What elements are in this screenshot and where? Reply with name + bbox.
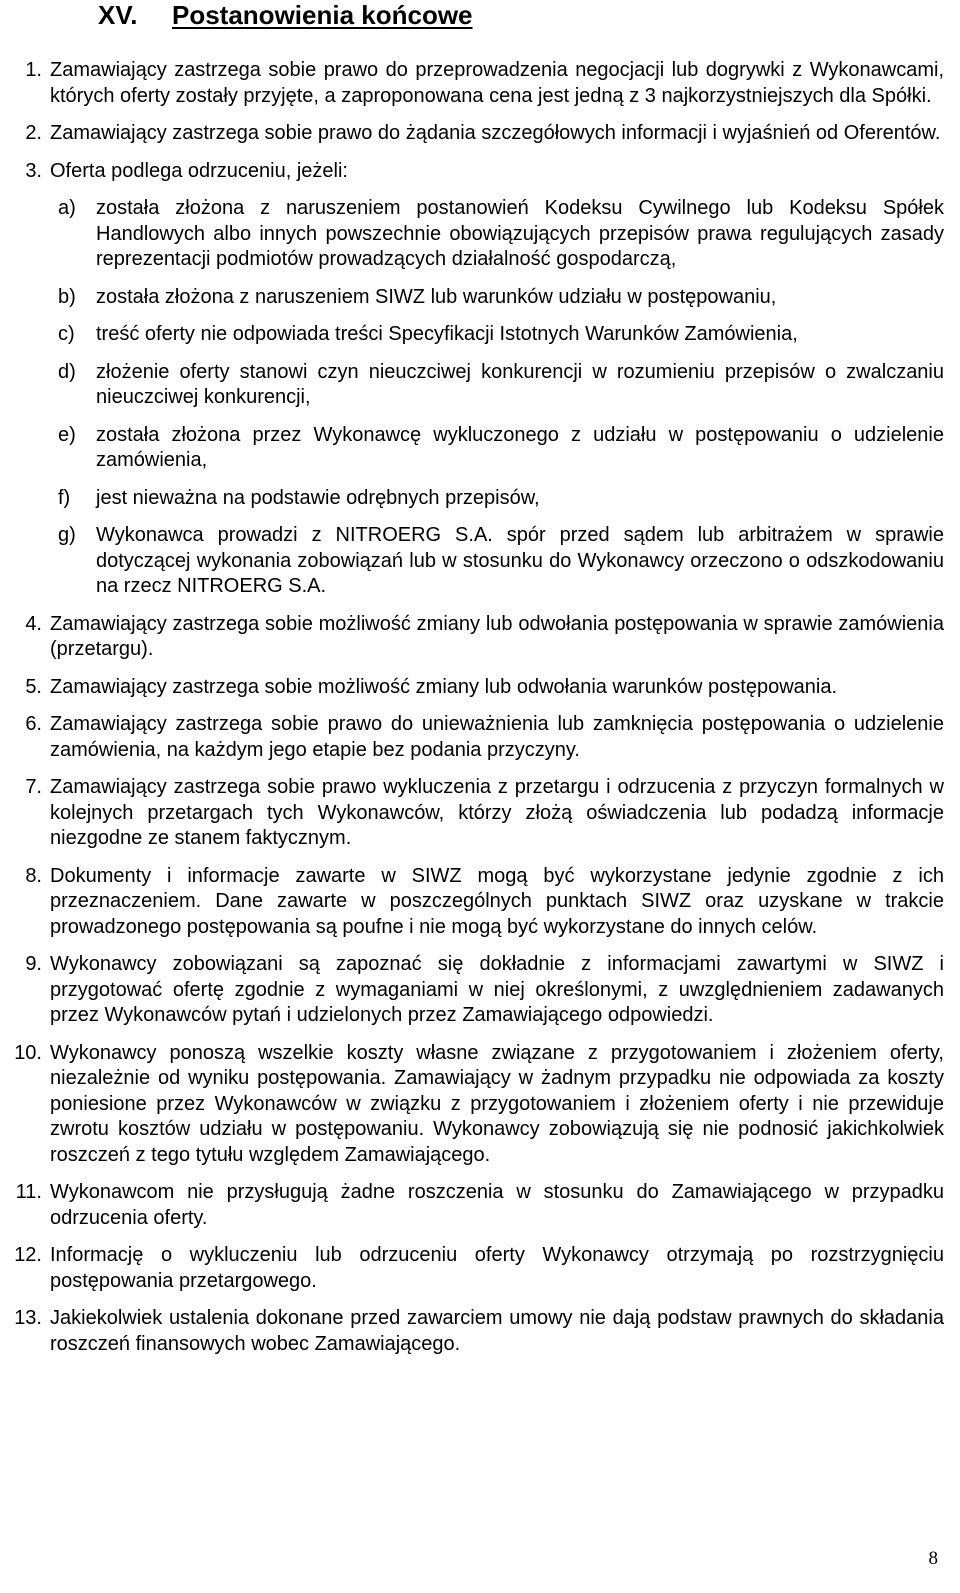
provision-item-2 — [10, 121, 944, 147]
provision-item-9 — [10, 952, 944, 1029]
section-heading — [98, 0, 473, 30]
condition-letter: d) — [58, 360, 76, 383]
provision-body — [50, 159, 944, 600]
provision-item-13 — [10, 1306, 944, 1357]
provisions-list — [10, 58, 944, 1369]
provision-text: Zamawiający zastrzega sobie możliwość zmiany lub odwołania postępowania w sprawie zamówienia (przetargu). — [50, 612, 944, 660]
provision-text: Zamawiający zastrzega sobie prawo do unieważnienia lub zamknięcia postępowania o udzielenie zamówienia, na każdym jego etapie bez podania przyczyny. — [50, 713, 944, 761]
rejection-conditions-list — [50, 196, 944, 600]
condition-item-g — [50, 523, 944, 600]
provision-number: 4. — [25, 612, 42, 635]
page-number: 8 — [928, 1548, 938, 1569]
condition-item-c — [50, 322, 944, 348]
condition-letter: a) — [58, 197, 76, 219]
condition-text: złożenie oferty stanowi czyn nieuczciwej konkurencji w rozumieniu przepisów o zwalczaniu nieuczciwej konkurencji, — [96, 360, 944, 408]
condition-item-f — [50, 486, 944, 512]
condition-item-b — [50, 285, 944, 311]
condition-item-d — [50, 360, 944, 411]
provision-item-10 — [10, 1041, 944, 1169]
provision-number: 7. — [25, 776, 42, 798]
provision-item-6 — [10, 712, 944, 763]
provision-number: 12. — [14, 1244, 42, 1266]
provision-text: Wykonawcy zobowiązani są zapoznać się dokładnie z informacjami zawartymi w SIWZ i przygotować ofertę zgodnie z wymaganiami w niej określonymi, z uwzględnieniem zadawanych przez Wykonawców pytań i udzielonych przez Zamawiającego odpowiedzi. — [50, 953, 944, 1026]
provision-number: 11. — [15, 1181, 42, 1203]
provision-item-4 — [10, 612, 944, 663]
condition-text: została złożona z naruszeniem postanowień Kodeksu Cywilnego lub Kodeksu Spółek Handlowych albo innych powszechnie obowiązujących przepisów prawa regulujących zasady reprezentacji podmiotów prowadzących działalność gospodarczą, — [96, 197, 944, 270]
provision-text: Zamawiający zastrzega sobie prawo do żądania szczegółowych informacji i wyjaśnień od Oferentów. — [50, 122, 941, 144]
condition-item-a — [50, 196, 944, 273]
provision-item-1 — [10, 58, 944, 109]
condition-letter: g) — [58, 524, 76, 546]
provision-text: Informację o wykluczeniu lub odrzuceniu oferty Wykonawcy otrzymają po rozstrzygnięciu postępowania przetargowego. — [50, 1244, 944, 1292]
provision-text: Wykonawcom nie przysługują żadne roszczenia w stosunku do Zamawiającego w przypadku odrzucenia oferty. — [50, 1181, 944, 1229]
condition-text: treść oferty nie odpowiada treści Specyfikacji Istotnych Warunków Zamówienia, — [96, 323, 798, 345]
provision-text: Zamawiający zastrzega sobie prawo do przeprowadzenia negocjacji lub dogrywki z Wykonawcami, których oferty zostały przyjęte, a zaproponowana cena jest jedną z 3 najkorzystniejszych dla Spółki. — [50, 59, 944, 107]
provision-item-12 — [10, 1243, 944, 1294]
provision-number: 9. — [25, 953, 42, 975]
provision-text: Zamawiający zastrzega sobie prawo wykluczenia z przetargu i odrzucenia z przyczyn formalnych w kolejnych przetargach tych Wykonawców, którzy złożą oświadczenia lub podadzą informacje niezgodne ze stanem faktycznym. — [50, 776, 944, 849]
provision-text: Zamawiający zastrzega sobie możliwość zmiany lub odwołania warunków postępowania. — [50, 675, 838, 698]
provision-item-5 — [10, 675, 944, 701]
provision-item-8 — [10, 864, 944, 941]
provision-number: 10. — [14, 1041, 42, 1064]
provision-text: Wykonawcy ponoszą wszelkie koszty własne związane z przygotowaniem i złożeniem oferty, niezależnie od wyniku postępowania. Zamawiający w żadnym przypadku nie odpowiada za koszty poniesione przez Wykonawców w związku z przygotowaniem i złożeniem oferty i nie przewiduje zwrotu kosztów udziału w postępowaniu. Wykonawcy zobowiązują się nie podnosić jakichkolwiek roszczeń z tego tytułu względem Zamawiającego. — [50, 1041, 944, 1166]
provision-number: 1. — [25, 59, 42, 81]
provision-text: Jakiekolwiek ustalenia dokonane przed zawarciem umowy nie dają podstaw prawnych do składania roszczeń finansowych wobec Zamawiającego. — [50, 1307, 944, 1355]
condition-letter: b) — [58, 285, 76, 308]
section-title: Postanowienia końcowe — [172, 0, 473, 30]
condition-item-e — [50, 423, 944, 474]
condition-text: została złożona z naruszeniem SIWZ lub warunków udziału w postępowaniu, — [96, 285, 777, 308]
provision-number: 2. — [25, 122, 42, 144]
provision-item-7 — [10, 775, 944, 852]
condition-text: jest nieważna na podstawie odrębnych przepisów, — [96, 486, 540, 509]
condition-text: Wykonawca prowadzi z NITROERG S.A. spór przed sądem lub arbitrażem w sprawie dotyczącej wykonania zobowiązań lub w stosunku do Wykonawcy orzeczono o odszkodowaniu na rzecz NITROERG S.A. — [96, 524, 944, 597]
provision-text: Dokumenty i informacje zawarte w SIWZ mogą być wykorzystane jedynie zgodnie z ich przeznaczeniem. Dane zawarte w poszczególnych punktach SIWZ oraz uzyskane w trakcie prowadzonego postępowania są poufne i nie mogą być wykorzystane do innych celów. — [50, 864, 944, 938]
provision-number: 8. — [25, 864, 42, 887]
condition-letter: f) — [58, 486, 71, 509]
provision-number: 13. — [14, 1307, 42, 1329]
condition-letter: c) — [58, 323, 75, 345]
provision-item-3 — [10, 159, 944, 600]
condition-letter: e) — [58, 423, 76, 446]
provision-number: 5. — [25, 675, 42, 698]
condition-text: została złożona przez Wykonawcę wykluczonego z udziału w postępowaniu o udzielenie zamówienia, — [96, 423, 944, 471]
section-number: XV. — [98, 0, 138, 30]
provision-number: 3. — [25, 159, 42, 182]
provision-number: 6. — [25, 713, 42, 735]
provision-text: Oferta podlega odrzuceniu, jeżeli: — [50, 159, 348, 182]
provision-item-11 — [10, 1180, 944, 1231]
